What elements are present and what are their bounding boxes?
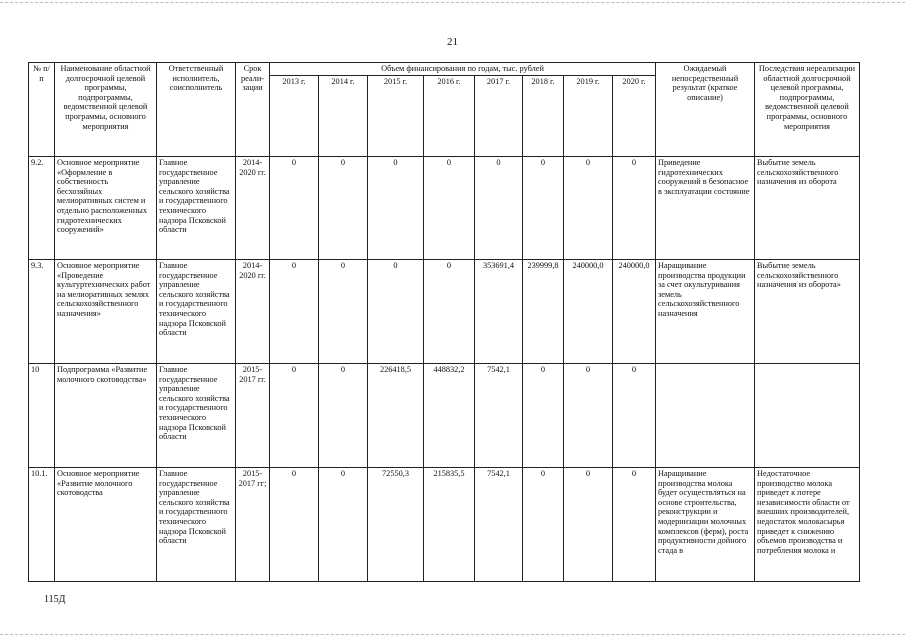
header-funding: Объем финансирования по годам, тыс. рублей [270, 63, 656, 76]
row-value: 0 [319, 468, 368, 582]
row-value: 0 [613, 468, 656, 582]
row-responsible: Главное государственное управление сельского хозяйства и государственного технического надзора Псковской области [157, 157, 236, 260]
table-row [29, 260, 860, 364]
row-name: Основное мероприятие «Оформление в собственность бесхозяйных мелиоративных систем и отдельно расположенных гидротехнических сооружений» [55, 157, 157, 260]
row-consequences: Недостаточное производство молока приведет к потере независимости области от внешних производителей, недостаток молокасырья приведет к снижению объемов производства и потребления молока и [755, 468, 860, 582]
scan-edge-top [0, 2, 905, 4]
row-value: 0 [319, 157, 368, 260]
row-value: 240000,0 [613, 260, 656, 364]
header-year: 2014 г. [319, 76, 368, 157]
row-responsible: Главное государственное управление сельского хозяйства и государственного технического надзора Псковской области [157, 260, 236, 364]
row-term: 2014-2020 гг. [236, 157, 270, 260]
row-consequences [755, 364, 860, 468]
row-name: Основное мероприятие «Развитие молочного скотоводства [55, 468, 157, 582]
row-value: 0 [424, 260, 475, 364]
header-year: 2019 г. [564, 76, 613, 157]
row-value: 7542,1 [475, 468, 523, 582]
row-result: Наращивание производства продукции за счет окультуривания земель сельскохозяйственного назначения [656, 260, 755, 364]
header-no: № п/п [29, 63, 55, 157]
row-value: 239999,8 [523, 260, 564, 364]
row-no: 10.1. [29, 468, 55, 582]
row-consequences: Выбытие земель сельскохозяйственного назначения из оборота» [755, 260, 860, 364]
header-responsible: Ответственный исполнитель, соисполнитель [157, 63, 236, 157]
row-value: 240000,0 [564, 260, 613, 364]
scan-edge-bottom [0, 634, 905, 636]
row-term: 2015-2017 гг. [236, 364, 270, 468]
row-name: Подпрограмма «Развитие молочного скотоводства» [55, 364, 157, 468]
row-value: 7542,1 [475, 364, 523, 468]
row-name: Основное мероприятие «Проведение культуртехнических работ на мелиоративных землях сельскохозяйственного назначения» [55, 260, 157, 364]
row-value: 0 [368, 157, 424, 260]
row-value: 353691,4 [475, 260, 523, 364]
header-term: Срок реали-зации [236, 63, 270, 157]
row-value: 0 [564, 364, 613, 468]
header-year: 2015 г. [368, 76, 424, 157]
row-value: 0 [270, 468, 319, 582]
row-value: 0 [523, 364, 564, 468]
row-value: 0 [523, 468, 564, 582]
row-value: 0 [319, 364, 368, 468]
row-value: 0 [270, 260, 319, 364]
table-row [29, 468, 860, 582]
header-year: 2013 г. [270, 76, 319, 157]
row-no: 10 [29, 364, 55, 468]
row-value: 0 [270, 364, 319, 468]
page-number: 21 [447, 36, 458, 48]
row-value: 0 [613, 364, 656, 468]
row-value: 0 [319, 260, 368, 364]
document-code: 115Д [44, 594, 66, 605]
row-value: 0 [475, 157, 523, 260]
row-value: 226418,5 [368, 364, 424, 468]
header-year: 2020 г. [613, 76, 656, 157]
row-value: 0 [523, 157, 564, 260]
header-year: 2016 г. [424, 76, 475, 157]
row-consequences: Выбытие земель сельскохозяйственного назначения из оборота [755, 157, 860, 260]
row-responsible: Главное государственное управление сельского хозяйства и государственного технического надзора Псковской области [157, 468, 236, 582]
row-no: 9.2. [29, 157, 55, 260]
row-result: Приведение гидротехнических сооружений в безопасное в эксплуатации состояние [656, 157, 755, 260]
row-result [656, 364, 755, 468]
header-name: Наименование областной долгосрочной целевой программы, подпрограммы, ведомственной целевой программы, основного мероприятия [55, 63, 157, 157]
header-result: Ожидаемый непосредственный результат (краткое описание) [656, 63, 755, 157]
row-term: 2014-2020 гг. [236, 260, 270, 364]
row-value: 72550,3 [368, 468, 424, 582]
row-no: 9.3. [29, 260, 55, 364]
row-value: 0 [368, 260, 424, 364]
header-consequences: Последствия нереализации областной долгосрочной целевой программы, подпрограммы, ведомственной целевой программы, основного мероприятия [755, 63, 860, 157]
header-year: 2017 г. [475, 76, 523, 157]
row-value: 0 [613, 157, 656, 260]
program-table [28, 62, 860, 582]
row-value: 215835,5 [424, 468, 475, 582]
row-responsible: Главное государственное управление сельского хозяйства и государственного технического надзора Псковской области [157, 364, 236, 468]
row-term: 2015-2017 гг; [236, 468, 270, 582]
row-value: 0 [424, 157, 475, 260]
row-value: 0 [270, 157, 319, 260]
row-value: 0 [564, 468, 613, 582]
table-row [29, 157, 860, 260]
row-value: 448832,2 [424, 364, 475, 468]
header-year: 2018 г. [523, 76, 564, 157]
row-result: Наращивание производства молока будет осуществляться на основе строительства, реконструкции и модернизации молочных комплексов (ферм), роста продуктивности дойного стада в [656, 468, 755, 582]
row-value: 0 [564, 157, 613, 260]
table-row [29, 364, 860, 468]
